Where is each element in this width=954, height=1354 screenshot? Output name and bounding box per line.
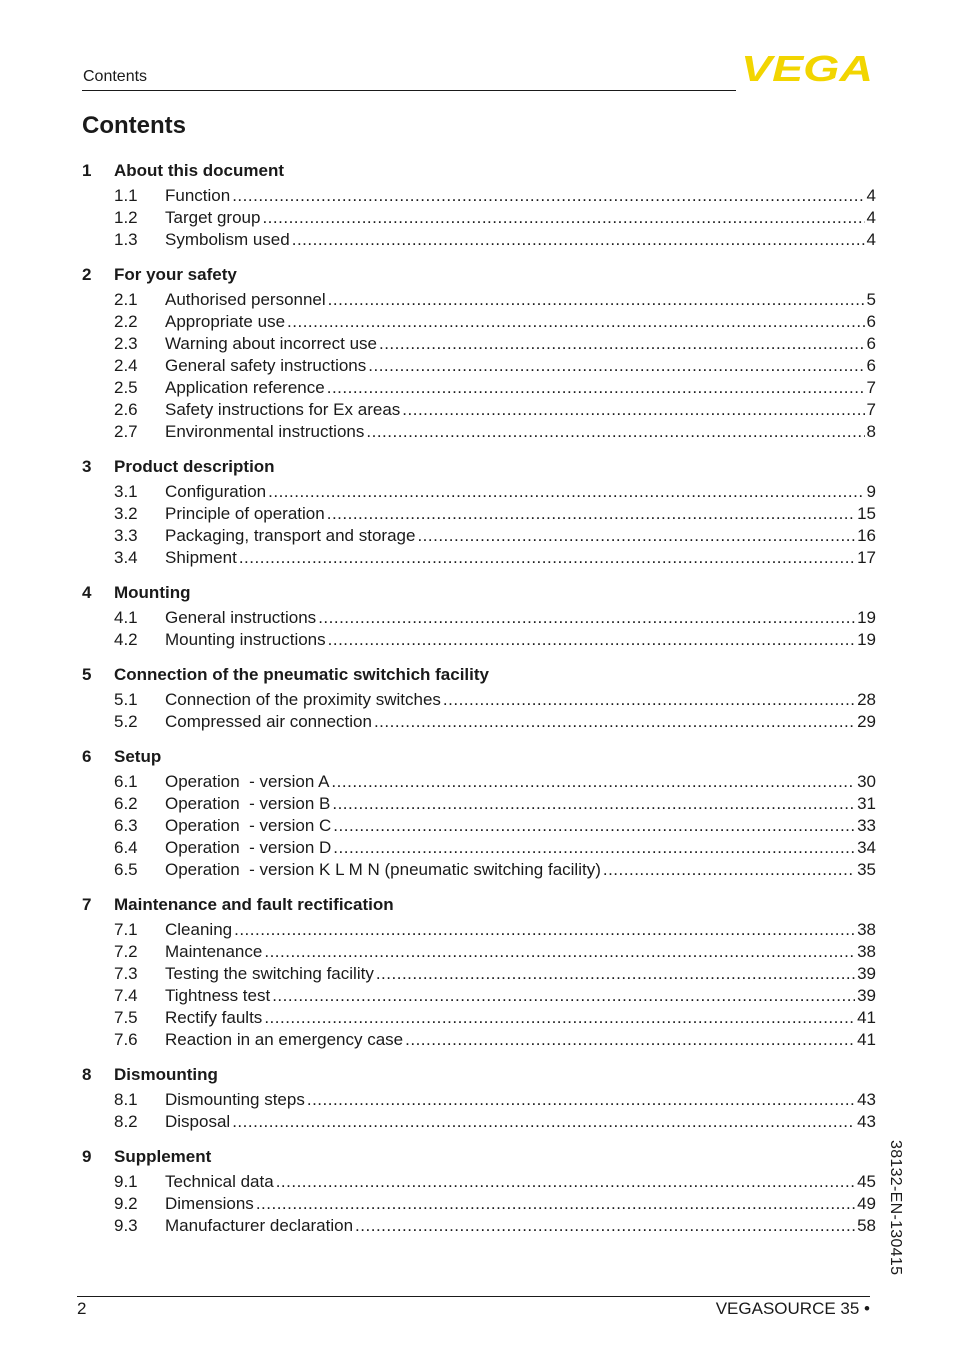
document-code: 38132-EN-130415 <box>887 1140 904 1276</box>
entry-page: 30 <box>857 772 876 791</box>
dot-leader <box>379 333 865 355</box>
dot-leader <box>239 547 855 569</box>
dot-leader <box>268 481 864 503</box>
toc-entry[interactable] <box>82 1089 876 1111</box>
entry-page: 45 <box>857 1172 876 1191</box>
toc-section <box>82 264 876 443</box>
section-number: 6 <box>82 747 92 766</box>
entry-page: 41 <box>857 1008 876 1027</box>
section-title: About this document <box>114 161 284 180</box>
entry-number: 5.2 <box>114 712 138 731</box>
vega-logo <box>741 52 873 84</box>
entry-page: 16 <box>857 526 876 545</box>
entry-page: 9 <box>866 482 876 501</box>
toc-entry[interactable] <box>82 229 876 251</box>
entry-page: 43 <box>857 1090 876 1109</box>
toc-entry[interactable] <box>82 815 876 837</box>
section-number: 9 <box>82 1147 92 1166</box>
dot-leader <box>256 1193 855 1215</box>
section-number: 8 <box>82 1065 92 1084</box>
entry-page: 34 <box>857 838 876 857</box>
entry-page: 31 <box>857 794 876 813</box>
footer-rule <box>77 1296 870 1297</box>
entry-number: 6.5 <box>114 860 138 879</box>
dot-leader <box>232 1111 855 1133</box>
section-heading[interactable] <box>82 456 876 478</box>
entry-page: 6 <box>866 356 876 375</box>
entry-page: 49 <box>857 1194 876 1213</box>
dot-leader <box>603 859 855 881</box>
dot-leader <box>234 919 855 941</box>
entry-label: Operation - version A <box>165 772 330 791</box>
toc-entry[interactable] <box>82 919 876 941</box>
toc-section <box>82 1064 876 1133</box>
toc-section <box>82 456 876 569</box>
dot-leader <box>292 229 865 251</box>
entry-label: Operation - version B <box>165 794 331 813</box>
entry-label: Technical data <box>165 1172 274 1191</box>
dot-leader <box>332 793 855 815</box>
toc-entry[interactable] <box>82 711 876 733</box>
entry-number: 9.3 <box>114 1216 138 1235</box>
section-heading[interactable] <box>82 664 876 686</box>
dot-leader <box>331 771 855 793</box>
entry-label: Packaging, transport and storage <box>165 526 416 545</box>
dot-leader <box>374 711 855 733</box>
section-heading[interactable] <box>82 582 876 604</box>
entry-page: 19 <box>857 608 876 627</box>
entry-number: 9.2 <box>114 1194 138 1213</box>
entry-number: 3.4 <box>114 548 138 567</box>
entry-number: 2.1 <box>114 290 138 309</box>
dot-leader <box>443 689 855 711</box>
entry-number: 7.4 <box>114 986 138 1005</box>
section-title: Product description <box>114 457 275 476</box>
entry-number: 1.1 <box>114 186 138 205</box>
toc-entry[interactable] <box>82 963 876 985</box>
entry-label: Appropriate use <box>165 312 286 331</box>
footer-product-name: VEGASOURCE 35 • <box>715 1299 870 1318</box>
entry-page: 41 <box>857 1030 876 1049</box>
entry-page: 43 <box>857 1112 876 1131</box>
entry-label: Application reference <box>165 378 325 397</box>
entry-page: 38 <box>857 942 876 961</box>
dot-leader <box>328 629 855 651</box>
entry-page: 39 <box>857 986 876 1005</box>
toc-entry[interactable] <box>82 525 876 547</box>
toc-entry[interactable] <box>82 985 876 1007</box>
entry-number: 7.3 <box>114 964 138 983</box>
entry-page: 38 <box>857 920 876 939</box>
entry-label: General safety instructions <box>165 356 367 375</box>
section-number: 3 <box>82 457 92 476</box>
toc-entry[interactable] <box>82 689 876 711</box>
entry-label: Disposal <box>165 1112 231 1131</box>
dot-leader <box>264 1007 855 1029</box>
dot-leader <box>417 525 855 547</box>
dot-leader <box>333 837 855 859</box>
entry-number: 7.1 <box>114 920 138 939</box>
toc-entry[interactable] <box>82 1029 876 1051</box>
entry-number: 2.4 <box>114 356 138 375</box>
section-title: Setup <box>114 747 162 766</box>
toc-entry[interactable] <box>82 837 876 859</box>
entry-number: 4.2 <box>114 630 138 649</box>
entry-number: 7.5 <box>114 1008 138 1027</box>
section-heading[interactable] <box>82 1064 876 1086</box>
entry-number: 8.2 <box>114 1112 138 1131</box>
entry-label: Warning about incorrect use <box>165 334 377 353</box>
toc-entry[interactable] <box>82 547 876 569</box>
entry-number: 2.5 <box>114 378 138 397</box>
dot-leader <box>272 985 855 1007</box>
section-title: Dismounting <box>114 1065 218 1084</box>
section-heading[interactable] <box>82 160 876 182</box>
section-heading[interactable] <box>82 264 876 286</box>
entry-page: 28 <box>857 690 876 709</box>
section-number: 1 <box>82 161 92 180</box>
toc-entry[interactable] <box>82 355 876 377</box>
dot-leader <box>355 1215 855 1237</box>
entry-page: 19 <box>857 630 876 649</box>
toc-section <box>82 582 876 651</box>
entry-label: Testing the switching facility <box>165 964 374 983</box>
entry-label: Rectify faults <box>165 1008 263 1027</box>
entry-label: Manufacturer declaration <box>165 1216 354 1235</box>
entry-page: 17 <box>857 548 876 567</box>
table-of-contents <box>82 160 876 1250</box>
entry-label: Mounting instructions <box>165 630 326 649</box>
toc-entry[interactable] <box>82 793 876 815</box>
entry-label: Safety instructions for Ex areas <box>165 400 401 419</box>
section-number: 7 <box>82 895 92 914</box>
entry-number: 6.2 <box>114 794 138 813</box>
toc-entry[interactable] <box>82 207 876 229</box>
entry-label: Cleaning <box>165 920 233 939</box>
entry-page: 7 <box>866 400 876 419</box>
dot-leader <box>276 1171 855 1193</box>
dot-leader <box>262 207 864 229</box>
dot-leader <box>333 815 855 837</box>
logo-text: VEGA <box>741 52 873 84</box>
entry-label: Symbolism used <box>165 230 290 249</box>
entry-page: 5 <box>866 290 876 309</box>
entry-number: 7.6 <box>114 1030 138 1049</box>
toc-entry[interactable] <box>82 1193 876 1215</box>
section-heading[interactable] <box>82 894 876 916</box>
toc-entry[interactable] <box>82 1111 876 1133</box>
dot-leader <box>376 963 855 985</box>
entry-page: 6 <box>866 312 876 331</box>
toc-entry[interactable] <box>82 377 876 399</box>
entry-page: 33 <box>857 816 876 835</box>
dot-leader <box>402 399 864 421</box>
entry-label: Shipment <box>165 548 237 567</box>
entry-label: Function <box>165 186 231 205</box>
entry-number: 6.1 <box>114 772 138 791</box>
entry-label: Target group <box>165 208 261 227</box>
toc-entry[interactable] <box>82 607 876 629</box>
toc-entry[interactable] <box>82 1007 876 1029</box>
entry-number: 8.1 <box>114 1090 138 1109</box>
entry-label: Authorised personnel <box>165 290 326 309</box>
running-header: Contents <box>83 68 148 85</box>
entry-page: 15 <box>857 504 876 523</box>
toc-section <box>82 894 876 1051</box>
toc-section <box>82 664 876 733</box>
dot-leader <box>232 185 864 207</box>
section-title: Supplement <box>114 1147 212 1166</box>
entry-label: Maintenance <box>165 942 263 961</box>
section-heading[interactable] <box>82 746 876 768</box>
entry-page: 7 <box>866 378 876 397</box>
dot-leader <box>405 1029 855 1051</box>
entry-label: Compressed air connection <box>165 712 372 731</box>
entry-number: 6.4 <box>114 838 138 857</box>
toc-section <box>82 160 876 251</box>
toc-section <box>82 746 876 881</box>
dot-leader <box>366 421 864 443</box>
entry-page: 4 <box>866 208 876 227</box>
entry-label: General instructions <box>165 608 317 627</box>
toc-entry[interactable] <box>82 481 876 503</box>
entry-label: Tightness test <box>165 986 271 1005</box>
entry-number: 3.3 <box>114 526 138 545</box>
entry-number: 7.2 <box>114 942 138 961</box>
toc-entry[interactable] <box>82 941 876 963</box>
entry-label: Principle of operation <box>165 504 325 523</box>
entry-page: 39 <box>857 964 876 983</box>
entry-label: Dimensions <box>165 1194 254 1213</box>
entry-number: 3.1 <box>114 482 138 501</box>
entry-number: 6.3 <box>114 816 138 835</box>
entry-number: 2.3 <box>114 334 138 353</box>
dot-leader <box>307 1089 855 1111</box>
toc-entry[interactable] <box>82 333 876 355</box>
dot-leader <box>327 503 855 525</box>
entry-page: 29 <box>857 712 876 731</box>
entry-number: 2.6 <box>114 400 138 419</box>
entry-page: 58 <box>857 1216 876 1235</box>
entry-number: 1.3 <box>114 230 138 249</box>
toc-entry[interactable] <box>82 771 876 793</box>
toc-entry[interactable] <box>82 1215 876 1237</box>
section-title: Connection of the pneumatic switchich facility <box>114 665 489 684</box>
toc-entry[interactable] <box>82 289 876 311</box>
section-number: 2 <box>82 265 92 284</box>
entry-page: 4 <box>866 230 876 249</box>
entry-label: Operation - version D <box>165 838 332 857</box>
dot-leader <box>287 311 865 333</box>
section-number: 4 <box>82 583 92 602</box>
entry-number: 2.2 <box>114 312 138 331</box>
section-title: Maintenance and fault rectification <box>114 895 394 914</box>
entry-label: Connection of the proximity switches <box>165 690 441 709</box>
entry-number: 5.1 <box>114 690 138 709</box>
dot-leader <box>318 607 855 629</box>
header-rule <box>82 90 736 91</box>
entry-page: 6 <box>866 334 876 353</box>
entry-label: Dismounting steps <box>165 1090 305 1109</box>
toc-entry[interactable] <box>82 421 876 443</box>
entry-number: 1.2 <box>114 208 138 227</box>
page-title: Contents <box>82 112 186 139</box>
entry-number: 2.7 <box>114 422 138 441</box>
dot-leader <box>327 377 865 399</box>
entry-label: Operation - version C <box>165 816 332 835</box>
toc-entry[interactable] <box>82 185 876 207</box>
entry-label: Configuration <box>165 482 267 501</box>
toc-entry[interactable] <box>82 859 876 881</box>
toc-entry[interactable] <box>82 503 876 525</box>
toc-entry[interactable] <box>82 311 876 333</box>
entry-number: 4.1 <box>114 608 138 627</box>
toc-entry[interactable] <box>82 629 876 651</box>
toc-entry[interactable] <box>82 399 876 421</box>
section-number: 5 <box>82 665 92 684</box>
dot-leader <box>328 289 865 311</box>
entry-number: 3.2 <box>114 504 138 523</box>
toc-section <box>82 1146 876 1237</box>
entry-page: 8 <box>866 422 876 441</box>
section-heading[interactable] <box>82 1146 876 1168</box>
entry-page: 35 <box>857 860 876 879</box>
section-title: Mounting <box>114 583 191 602</box>
entry-label: Reaction in an emergency case <box>165 1030 404 1049</box>
entry-number: 9.1 <box>114 1172 138 1191</box>
dot-leader <box>368 355 864 377</box>
entry-page: 4 <box>866 186 876 205</box>
toc-entry[interactable] <box>82 1171 876 1193</box>
dot-leader <box>264 941 855 963</box>
section-title: For your safety <box>114 265 237 284</box>
entry-label: Environmental instructions <box>165 422 365 441</box>
entry-label: Operation - version K L M N (pneumatic switching facility) <box>165 860 601 879</box>
page-number: 2 <box>77 1299 87 1318</box>
